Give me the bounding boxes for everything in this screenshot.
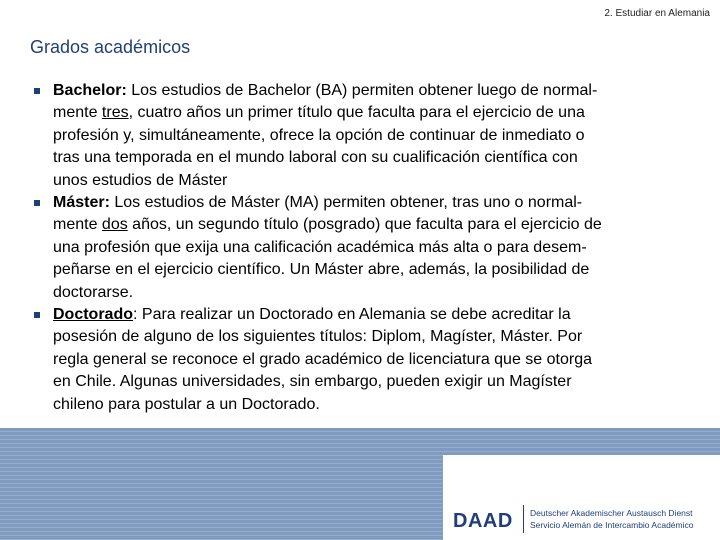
term-label: Máster:	[53, 194, 110, 212]
list-item-bachelor	[34, 80, 674, 192]
term-label: Bachelor:	[53, 82, 127, 99]
text-line: : Para realizar un Doctorado en Alemania se debe acreditar la	[133, 306, 571, 324]
square-bullet-icon	[34, 312, 40, 318]
logo-divider	[523, 505, 524, 533]
list-item-doctorado	[34, 304, 674, 416]
text-line: mente	[53, 104, 102, 122]
logo-tagline-de: Deutscher Akademischer Austausch Dienst	[530, 508, 693, 518]
square-bullet-icon	[34, 88, 40, 94]
text-line: unos estudios de Máster	[53, 171, 228, 189]
content-list	[34, 80, 674, 416]
text-line: una profesión que exija una calificación académica más alta o para desem-	[53, 238, 587, 256]
logo-tagline-es: Servicio Alemán de Intercambio Académico	[530, 520, 694, 530]
section-header: 2. Estudiar en Alemania	[604, 8, 710, 19]
text-line: , cuatro años un primer título que faculta para el ejercicio de una	[128, 104, 585, 122]
text-line: mente	[53, 216, 102, 234]
text-line: profesión y, simultáneamente, ofrece la opción de continuar de inmediato o	[53, 126, 585, 144]
term-label: Doctorado	[53, 306, 133, 324]
text-line: en Chile. Algunas universidades, sin embargo, pueden exigir un Magíster	[53, 373, 572, 391]
square-bullet-icon	[34, 200, 40, 206]
text-line: Los estudios de Bachelor (BA) permiten obtener luego de normal-	[126, 82, 598, 99]
text-line: tras una temporada en el mundo laboral con su cualificación científica con	[53, 149, 578, 167]
text-line: Los estudios de Máster (MA) permiten obtener, tras uno o normal-	[109, 194, 583, 212]
text-line: años, un segundo título (posgrado) que faculta para el ejercicio de	[127, 216, 602, 234]
text-line: peñarse en el ejercicio científico. Un Máster abre, además, la posibilidad de	[53, 261, 590, 279]
slide-title: Grados académicos	[30, 37, 191, 57]
logo-wordmark: DAAD	[453, 510, 513, 532]
underlined-word: tres	[101, 104, 129, 122]
underlined-word: dos	[101, 216, 128, 234]
text-line: regla general se reconoce el grado académico de licenciatura que se otorga	[53, 350, 593, 368]
text-line: doctorarse.	[53, 283, 134, 301]
text-line: posesión de alguno de los siguientes títulos: Diplom, Magíster, Máster. Por	[53, 328, 583, 346]
daad-logo	[443, 455, 720, 540]
text-line: chileno para postular a un Doctorado.	[53, 395, 320, 413]
list-item-master	[34, 192, 674, 304]
